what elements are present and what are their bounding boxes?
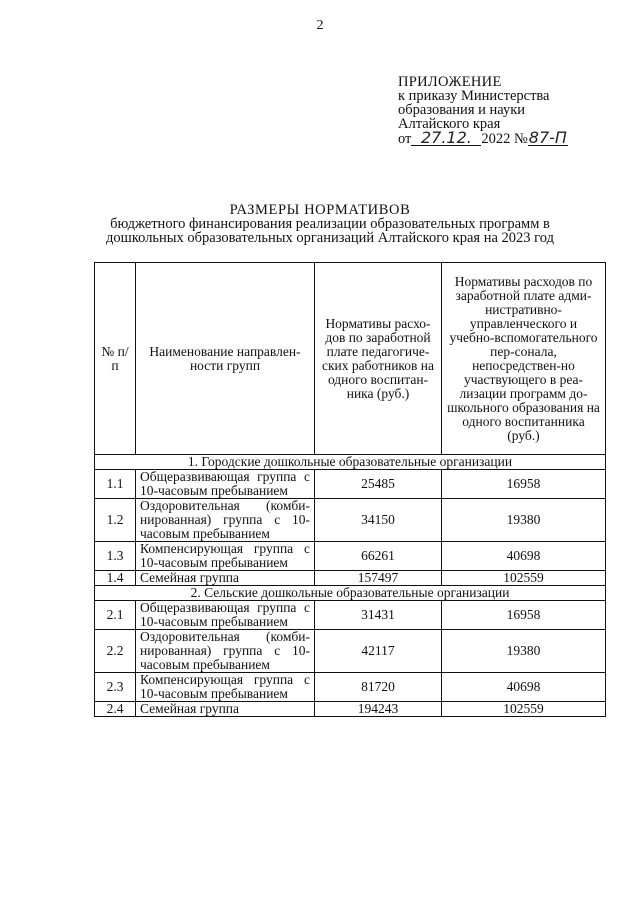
ped-value: 81720 xyxy=(315,673,442,702)
appendix-line: Алтайского края xyxy=(398,116,501,132)
section-title: 1. Городские дошкольные образовательные организации xyxy=(95,455,606,470)
group-name: Компенсирующая группа с 10-часовым пребыванием xyxy=(136,542,315,571)
ped-value: 25485 xyxy=(315,470,442,499)
heading-subtitle: бюджетного финансирования реализации образовательных программ в xyxy=(110,216,550,232)
admin-value: 16958 xyxy=(442,470,606,499)
admin-value: 19380 xyxy=(442,630,606,673)
admin-value: 16958 xyxy=(442,601,606,630)
admin-value: 19380 xyxy=(442,499,606,542)
page-number: 2 xyxy=(316,18,324,33)
group-name: Общеразвивающая группа с 10-часовым пребыванием xyxy=(136,470,315,499)
header-admin: Нормативы расходов по заработной плате адми-нистративно-управленческого и учебно-вспомогательного пер-сонала, непосредствен-но участвующего в реа-лизации программ до-школьного образования на одного воспитанника (руб.) xyxy=(442,263,606,455)
ped-value: 194243 xyxy=(315,702,442,717)
ped-value: 66261 xyxy=(315,542,442,571)
heading-subtitle: дошкольных образовательных организаций Алтайского края на 2023 год xyxy=(106,230,554,246)
heading-title: РАЗМЕРЫ НОРМАТИВОВ xyxy=(229,202,411,218)
table-row xyxy=(95,499,606,542)
row-number: 2.1 xyxy=(95,601,136,630)
header-ped: Нормативы расхо-дов по заработной плате педагогиче-ских работников на одного воспитан-ника (руб.) xyxy=(315,263,442,455)
section-row xyxy=(95,586,606,601)
row-number: 2.2 xyxy=(95,630,136,673)
ped-value: 34150 xyxy=(315,499,442,542)
group-name: Компенсирующая группа с 10-часовым пребыванием xyxy=(136,673,315,702)
appendix-date-line xyxy=(398,128,568,147)
ped-value: 157497 xyxy=(315,571,442,586)
appendix-line: к приказу Министерства xyxy=(398,88,550,104)
row-number: 2.3 xyxy=(95,673,136,702)
admin-value: 102559 xyxy=(442,702,606,717)
group-name: Оздоровительная (комби-нированная) группа с 10-часовым пребыванием xyxy=(136,499,315,542)
row-number: 1.4 xyxy=(95,571,136,586)
admin-value: 40698 xyxy=(442,673,606,702)
appendix-block xyxy=(398,75,568,146)
group-name: Семейная группа xyxy=(136,571,315,586)
header-num: № п/п xyxy=(95,263,136,455)
table-row xyxy=(95,630,606,673)
document-heading xyxy=(0,203,640,245)
group-name: Общеразвивающая группа с 10-часовым пребыванием xyxy=(136,601,315,630)
section-row xyxy=(95,455,606,470)
table-row xyxy=(95,470,606,499)
row-number: 1.2 xyxy=(95,499,136,542)
table-row xyxy=(95,542,606,571)
group-name: Оздоровительная (комби-нированная) группа с 10-часовым пребыванием xyxy=(136,630,315,673)
admin-value: 40698 xyxy=(442,542,606,571)
table-row xyxy=(95,702,606,717)
norms-table xyxy=(94,262,606,717)
appendix-title: ПРИЛОЖЕНИЕ xyxy=(398,74,502,90)
ped-value: 42117 xyxy=(315,630,442,673)
row-number: 1.3 xyxy=(95,542,136,571)
date-year: 2022 № xyxy=(481,131,528,147)
ped-value: 31431 xyxy=(315,601,442,630)
handwritten-date: 27.12. xyxy=(411,131,481,146)
table-header-row xyxy=(95,263,606,455)
date-prefix: от xyxy=(398,131,412,147)
section-title: 2. Сельские дошкольные образовательные организации xyxy=(95,586,606,601)
table-row xyxy=(95,673,606,702)
admin-value: 102559 xyxy=(442,571,606,586)
table-row xyxy=(95,571,606,586)
handwritten-order-number: 87-П xyxy=(528,128,567,147)
appendix-line: образования и науки xyxy=(398,102,526,118)
table-row xyxy=(95,601,606,630)
row-number: 1.1 xyxy=(95,470,136,499)
group-name: Семейная группа xyxy=(136,702,315,717)
row-number: 2.4 xyxy=(95,702,136,717)
header-name: Наименование направлен-ности групп xyxy=(136,263,315,455)
